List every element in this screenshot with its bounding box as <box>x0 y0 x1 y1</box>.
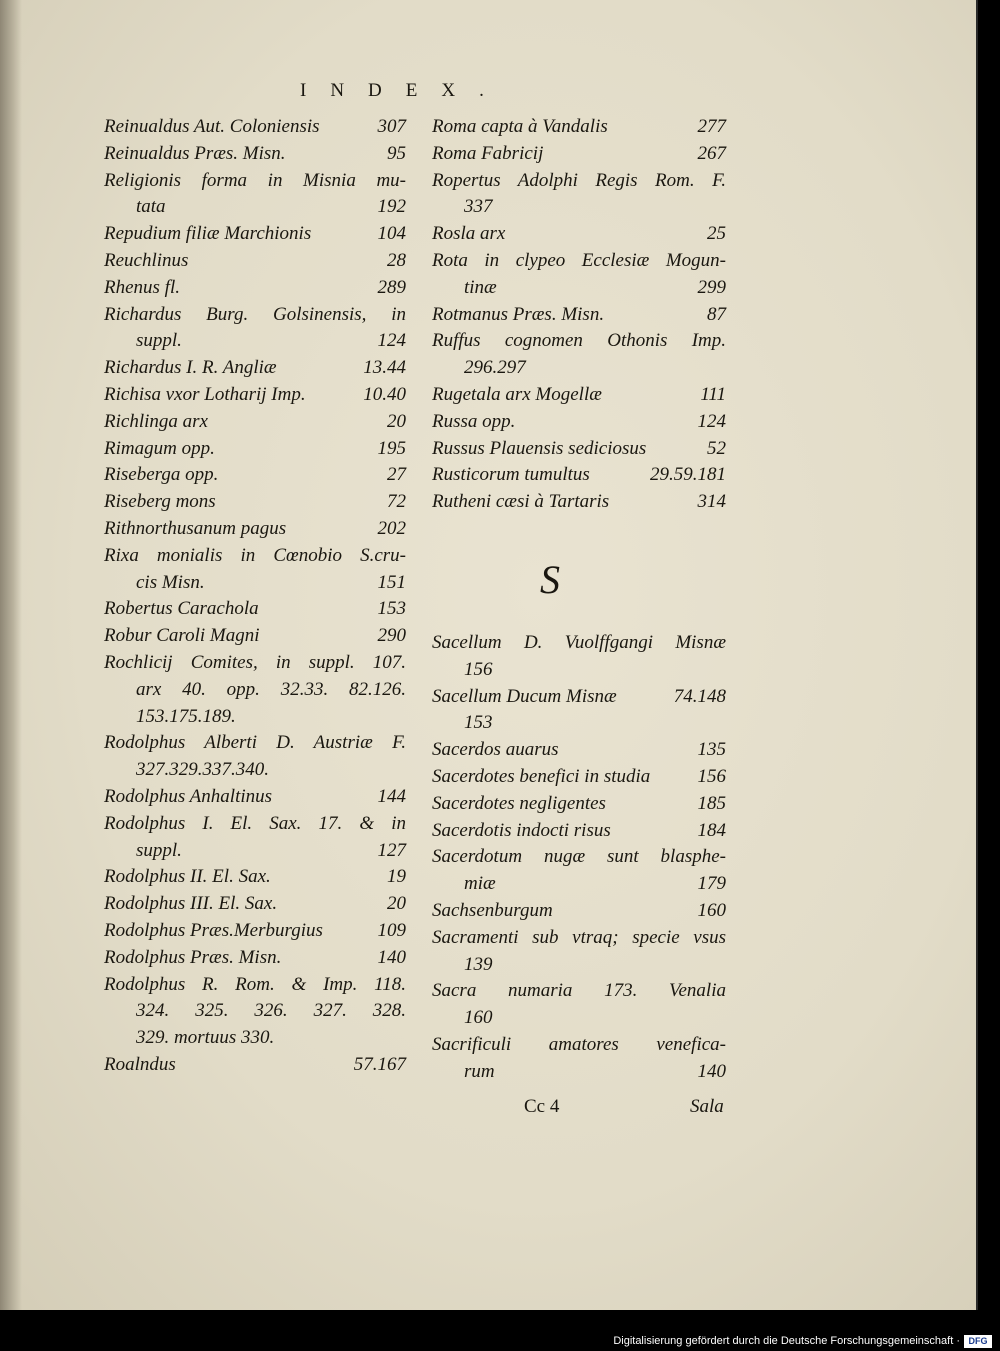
index-entry-page: 299 <box>697 276 726 298</box>
index-entry-text: 329. mortuus 330. <box>136 1027 275 1049</box>
index-entry <box>432 462 726 489</box>
index-entry <box>432 248 726 275</box>
catchword: Sala <box>690 1096 724 1117</box>
index-entry-text: Rusticorum tumultus <box>432 464 590 486</box>
index-entry-text: 327.329.337.340. <box>136 759 269 781</box>
index-entry-text: Sacrificuli amatores venefica- <box>432 1033 726 1055</box>
index-entry-text: Repudium filiæ Marchionis <box>104 223 312 245</box>
index-entry <box>432 302 726 329</box>
index-entry <box>432 657 726 684</box>
index-entry-text: Roalndus <box>104 1053 176 1075</box>
index-entry-text: Rodolphus Præs.Merburgius <box>104 919 323 941</box>
index-entry-text: Rodolphus R. Rom. & Imp. 118. <box>104 973 406 995</box>
index-entry-text: Rotmanus Præs. Misn. <box>432 303 605 325</box>
index-entry-page: 153 <box>377 598 406 620</box>
index-entry-text: Reuchlinus <box>104 249 189 271</box>
index-entry-page: 160 <box>697 899 726 921</box>
index-entry-text: rum <box>464 1060 495 1082</box>
index-entry-page: 52 <box>707 437 726 459</box>
index-entry-page: 10.40 <box>363 383 406 405</box>
index-entry <box>104 382 406 409</box>
index-entry-page: 151 <box>377 571 406 593</box>
index-entry-page: 20 <box>387 893 406 915</box>
index-entry <box>432 925 726 952</box>
index-entry <box>432 952 726 979</box>
index-entry <box>432 818 726 845</box>
index-entry <box>104 355 406 382</box>
index-entry-text: 324. 325. 326. 327. 328. <box>136 1000 406 1022</box>
index-entry-page: 72 <box>387 491 406 513</box>
page-gutter-shadow <box>0 0 22 1310</box>
index-entry <box>432 194 726 221</box>
index-entry-text: Rodolphus Alberti D. Austriæ F. <box>104 732 406 754</box>
index-entry-text: tata <box>136 196 166 218</box>
index-entry-text: 153.175.189. <box>136 705 236 727</box>
index-entry-page: 290 <box>377 625 406 647</box>
index-entry <box>104 596 406 623</box>
index-entry <box>104 516 406 543</box>
index-entry <box>104 168 406 195</box>
index-entry-text: Robur Caroli Magni <box>104 625 260 647</box>
index-entry <box>432 141 726 168</box>
index-entry <box>432 684 726 711</box>
index-entry-text: 153 <box>464 712 493 734</box>
index-entry-text: Sacramenti sub vtraq; specie vsus <box>432 926 726 948</box>
index-entry-page: 124 <box>377 330 406 352</box>
index-entry-page: 124 <box>697 410 726 432</box>
index-entry <box>104 194 406 221</box>
index-entry-text: Sacerdotis indocti risus <box>432 819 611 841</box>
index-entry-text: 156 <box>464 658 493 680</box>
index-column-left <box>104 114 406 1079</box>
index-entry <box>432 1005 726 1032</box>
index-entry-text: Rosla arx <box>432 223 506 245</box>
index-entry-text: Roma capta à Vandalis <box>432 116 608 137</box>
index-entry-text: suppl. <box>136 330 182 352</box>
index-entry-text: Reinualdus Præs. Misn. <box>104 142 286 164</box>
index-entry <box>104 462 406 489</box>
index-entry-page: 192 <box>377 196 406 218</box>
index-entry-text: 337 <box>464 196 493 218</box>
index-entry-text: Riseberg mons <box>104 491 216 513</box>
index-entry-text: Religionis forma in Misnia mu- <box>104 169 406 191</box>
index-entry-text: Rodolphus II. El. Sax. <box>104 866 271 888</box>
index-entry-text: Reinualdus Aut. Coloniensis <box>104 116 320 137</box>
index-entry-text: suppl. <box>136 839 182 861</box>
index-entry-text: miæ <box>464 873 496 895</box>
index-entry <box>104 409 406 436</box>
index-entry <box>104 623 406 650</box>
index-entry-text: Rimagum opp. <box>104 437 215 459</box>
index-entry <box>104 141 406 168</box>
page-title: INDEX. <box>300 80 508 101</box>
index-entry-page: 307 <box>377 116 406 137</box>
index-entry <box>432 114 726 141</box>
index-entry-page: 314 <box>697 491 726 513</box>
index-entry-page: 179 <box>697 873 726 895</box>
index-column-right <box>432 114 726 516</box>
index-entry <box>104 918 406 945</box>
index-entry-text: arx 40. opp. 32.33. 82.126. <box>136 678 406 700</box>
index-entry <box>432 1059 726 1086</box>
index-entry <box>432 328 726 355</box>
index-column-right-s <box>432 630 726 1086</box>
index-entry-text: Rugetala arx Mogellæ <box>432 383 602 405</box>
index-entry-text: Rodolphus Anhaltinus <box>104 785 273 807</box>
index-entry-text: Sacra numaria 173. Venalia <box>432 980 726 1002</box>
index-entry-page: 74.148 <box>673 685 726 707</box>
index-entry <box>104 811 406 838</box>
index-entry <box>104 891 406 918</box>
index-entry <box>104 1052 406 1079</box>
index-entry <box>104 998 406 1025</box>
index-entry-text: Robertus Carachola <box>104 598 259 620</box>
index-entry-text: Rithnorthusanum pagus <box>104 517 287 539</box>
index-entry <box>104 489 406 516</box>
index-entry-text: Richlinga arx <box>104 410 208 432</box>
index-entry-page: 135 <box>697 739 726 761</box>
index-entry <box>104 436 406 463</box>
index-entry-text: Sacerdotum nugæ sunt blasphe- <box>432 846 726 868</box>
index-entry-text: Rhenus fl. <box>104 276 180 298</box>
index-entry <box>432 898 726 925</box>
index-entry <box>104 730 406 757</box>
index-entry <box>104 1025 406 1052</box>
index-entry-text: Sacerdotes negligentes <box>432 792 606 814</box>
index-entry-page: 28 <box>387 249 406 271</box>
index-entry-text: 296.297 <box>464 357 526 379</box>
index-entry-text: Rixa monialis in Cœnobio S.cru- <box>104 544 406 566</box>
index-entry <box>104 328 406 355</box>
index-entry-page: 195 <box>377 437 406 459</box>
index-entry-page: 127 <box>377 839 406 861</box>
index-entry <box>104 972 406 999</box>
footer-credit: Digitalisierung gefördert durch die Deutsche Forschungsgemeinschaft · <box>613 1335 960 1347</box>
index-entry-page: 277 <box>697 116 726 137</box>
index-entry-text: cis Misn. <box>136 571 205 593</box>
index-entry-text: Rodolphus I. El. Sax. 17. & in <box>104 812 406 834</box>
index-entry-text: Sacerdos auarus <box>432 739 559 761</box>
index-entry-text: Ropertus Adolphi Regis Rom. F. <box>432 169 726 191</box>
index-entry <box>104 275 406 302</box>
index-entry-text: Sacellum D. Vuolffgangi Misnæ <box>432 632 726 653</box>
index-entry-page: 111 <box>700 383 726 405</box>
index-entry-page: 140 <box>697 1060 726 1082</box>
index-entry <box>104 864 406 891</box>
index-entry-text: Riseberga opp. <box>104 464 219 486</box>
index-entry-page: 289 <box>377 276 406 298</box>
index-entry-page: 267 <box>697 142 726 164</box>
index-entry-text: Russa opp. <box>432 410 516 432</box>
index-entry-text: Roma Fabricij <box>432 142 544 164</box>
index-entry <box>104 677 406 704</box>
index-entry <box>432 221 726 248</box>
footer-bar <box>0 1334 1000 1351</box>
index-entry-text: Richisa vxor Lotharij Imp. <box>104 383 306 405</box>
index-entry-page: 87 <box>707 303 726 325</box>
index-entry-page: 19 <box>387 866 406 888</box>
index-entry-text: Russus Plauensis sediciosus <box>432 437 647 459</box>
index-entry-page: 20 <box>387 410 406 432</box>
index-entry-text: Rodolphus Præs. Misn. <box>104 946 282 968</box>
index-entry <box>104 757 406 784</box>
index-entry-page: 57.167 <box>353 1053 406 1075</box>
index-entry-page: 27 <box>387 464 406 486</box>
index-entry <box>432 764 726 791</box>
index-entry <box>104 838 406 865</box>
index-entry <box>104 945 406 972</box>
index-entry-page: 184 <box>697 819 726 841</box>
index-entry <box>432 844 726 871</box>
index-entry <box>432 275 726 302</box>
index-entry-text: Rutheni cæsi à Tartaris <box>432 491 610 513</box>
index-entry-page: 13.44 <box>363 357 406 379</box>
index-entry <box>104 704 406 731</box>
index-entry-page: 29.59.181 <box>650 464 726 486</box>
index-entry-text: tinæ <box>464 276 497 298</box>
index-entry-text: Rota in clypeo Ecclesiæ Mogun- <box>432 249 726 271</box>
dfg-logo-icon: DFG <box>964 1335 992 1348</box>
index-entry-text: Rochlicij Comites, in suppl. 107. <box>104 651 406 673</box>
index-entry <box>432 978 726 1005</box>
index-entry-page: 25 <box>707 223 726 245</box>
index-entry-page: 202 <box>377 517 406 539</box>
index-entry <box>432 382 726 409</box>
index-entry-page: 185 <box>697 792 726 814</box>
index-entry-text: Sacerdotes benefici in studia <box>432 765 651 787</box>
index-entry-text: 160 <box>464 1007 493 1029</box>
index-entry <box>432 710 726 737</box>
index-entry <box>432 737 726 764</box>
index-entry <box>104 221 406 248</box>
index-entry <box>432 1032 726 1059</box>
index-entry-text: Richardus I. R. Angliæ <box>104 357 277 379</box>
index-entry <box>432 630 726 657</box>
index-entry <box>104 248 406 275</box>
index-entry <box>104 114 406 141</box>
index-entry-text: Richardus Burg. Golsinensis, in <box>104 303 406 325</box>
index-entry <box>104 650 406 677</box>
index-entry <box>432 436 726 463</box>
index-entry-page: 104 <box>377 223 406 245</box>
index-entry-page: 140 <box>377 946 406 968</box>
index-entry-page: 109 <box>377 919 406 941</box>
index-entry <box>432 871 726 898</box>
index-entry-text: Sacellum Ducum Misnæ <box>432 685 617 707</box>
index-entry <box>432 791 726 818</box>
index-entry-page: 144 <box>377 785 406 807</box>
index-entry-page: 156 <box>697 765 726 787</box>
index-entry <box>104 302 406 329</box>
index-entry-text: Sachsenburgum <box>432 899 553 921</box>
signature-mark: Cc 4 <box>524 1096 560 1117</box>
index-entry-text: 139 <box>464 953 493 975</box>
index-entry-text: Ruffus cognomen Othonis Imp. <box>432 330 726 352</box>
index-entry <box>432 409 726 436</box>
index-entry <box>432 355 726 382</box>
index-entry <box>104 570 406 597</box>
index-entry <box>104 784 406 811</box>
index-entry-page: 95 <box>387 142 406 164</box>
index-entry <box>104 543 406 570</box>
index-entry <box>432 168 726 195</box>
section-letter: S <box>540 557 560 602</box>
index-entry-text: Rodolphus III. El. Sax. <box>104 893 278 915</box>
index-entry <box>432 489 726 516</box>
